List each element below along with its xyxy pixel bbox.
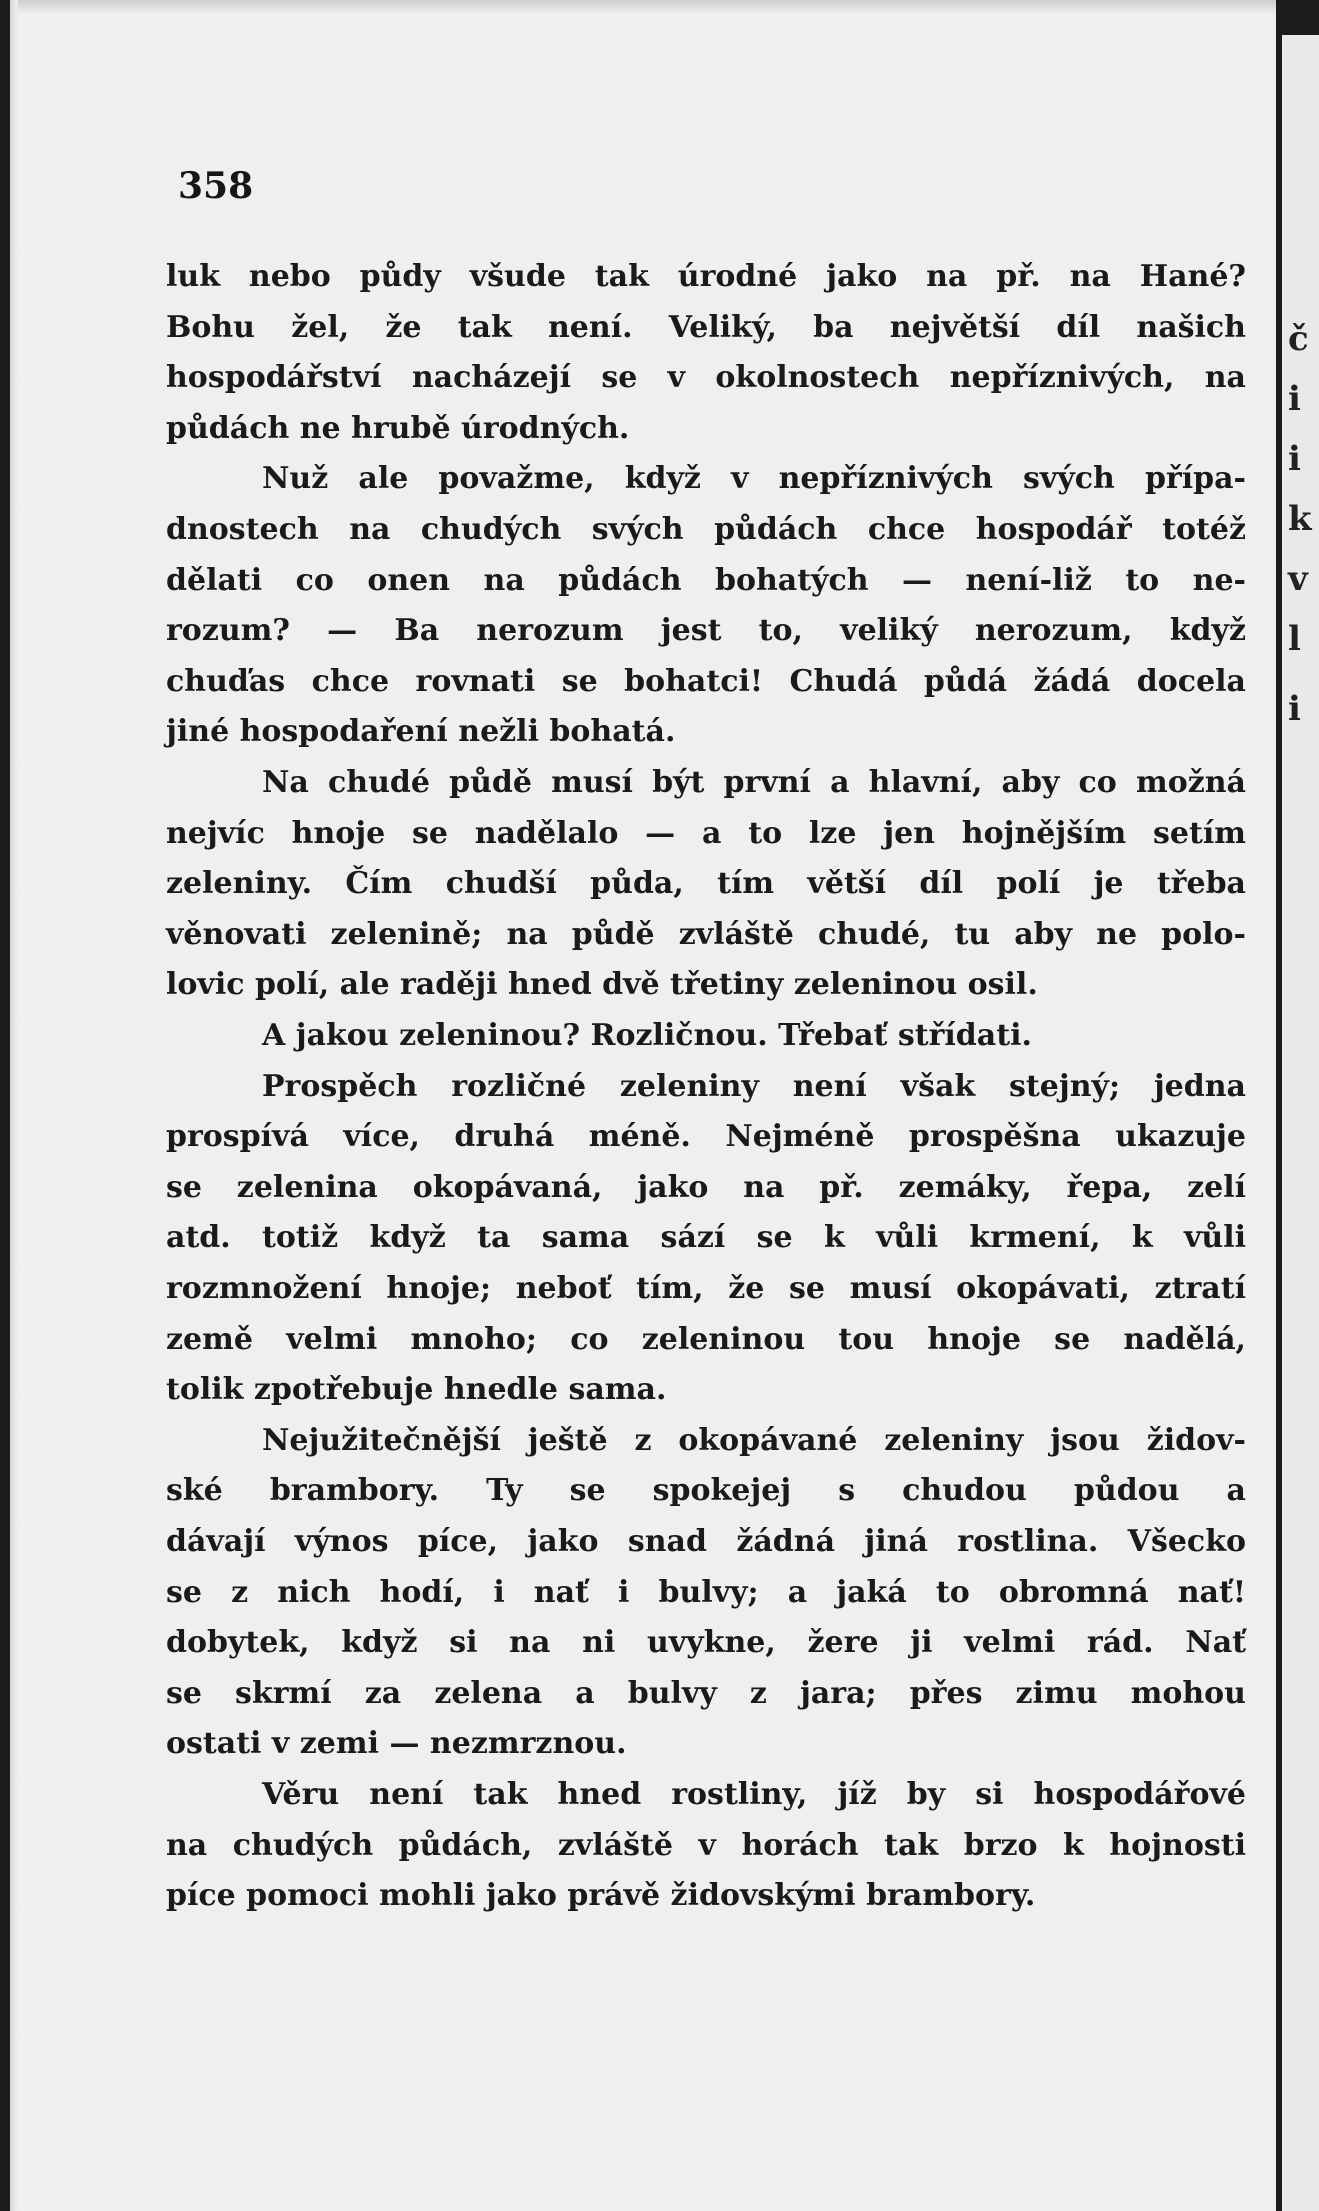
text-line: se skrmí za zelena a bulvy z jara; přes zimu mohou: [166, 1676, 1246, 1711]
text-line: ské brambory. Ty se spokejej s chudou půdou a: [166, 1473, 1246, 1508]
text-line: A jakou zeleninou? Rozličnou. Třebať střídati.: [262, 1018, 1032, 1053]
margin-character: l: [1288, 619, 1301, 659]
page-left-edge: [10, 0, 18, 2211]
page-number: 358: [178, 165, 254, 207]
text-line: prospívá více, druhá méně. Nejméně prospěšna ukazuje: [166, 1119, 1246, 1154]
text-line: jiné hospodaření nežli bohatá.: [166, 714, 676, 749]
text-line: se z nich hodí, i nať i bulvy; a jaká to obromná nať!: [166, 1575, 1246, 1610]
margin-character: i: [1288, 689, 1301, 729]
text-line: zeleniny. Čím chudší půda, tím větší díl polí je třeba: [166, 866, 1246, 901]
facing-page-edge: [1282, 35, 1319, 2211]
text-line: chuďas chce rovnati se bohatci! Chudá půdá žádá docela: [166, 664, 1246, 699]
text-line: Na chudé půdě musí být první a hlavní, aby co možná: [262, 765, 1246, 800]
margin-character: v: [1288, 559, 1308, 599]
text-line: atd. totiž když ta sama sází se k vůli krmení, k vůli: [166, 1220, 1246, 1255]
text-line: se zelenina okopávaná, jako na př. zemáky, řepa, zelí: [166, 1170, 1246, 1205]
text-line: půdách ne hrubě úrodných.: [166, 411, 630, 446]
margin-character: i: [1288, 379, 1301, 419]
text-line: nejvíc hnoje se nadělalo — a to lze jen hojnějším setím: [166, 816, 1246, 851]
margin-character: č: [1288, 319, 1309, 359]
text-line: na chudých půdách, zvláště v horách tak brzo k hojnosti: [166, 1828, 1246, 1863]
text-line: luk nebo půdy všude tak úrodné jako na př. na Hané?: [166, 259, 1246, 294]
text-line: Věru není tak hned rostliny, jíž by si hospodářové: [262, 1777, 1246, 1812]
text-line: hospodářství nacházejí se v okolnostech nepříznivých, na: [166, 360, 1246, 395]
text-line: Nejužitečnější ještě z okopávané zeleniny jsou židov-: [262, 1423, 1246, 1458]
text-line: píce pomoci mohli jako právě židovskými brambory.: [166, 1878, 1036, 1913]
margin-character: k: [1288, 499, 1312, 539]
text-line: lovic polí, ale raději hned dvě třetiny zeleninou osil.: [166, 967, 1038, 1002]
text-line: věnovati zelenině; na půdě zvláště chudé, tu aby ne polo-: [166, 917, 1246, 952]
text-line: ostati v zemi — nezmrznou.: [166, 1726, 627, 1761]
text-line: Nuž ale považme, když v nepříznivých svých přípa-: [262, 461, 1246, 496]
text-line: dobytek, když si na ni uvykne, žere ji velmi rád. Nať: [166, 1625, 1246, 1660]
text-line: dávají výnos píce, jako snad žádná jiná rostlina. Všecko: [166, 1524, 1246, 1559]
text-line: dělati co onen na půdách bohatých — není-liž to ne-: [166, 563, 1246, 598]
text-line: Prospěch rozličné zeleniny není však stejný; jedna: [262, 1069, 1246, 1104]
page-top-edge: [10, 0, 1276, 14]
book-page: [10, 0, 1276, 2211]
text-line: rozum? — Ba nerozum jest to, veliký nerozum, když: [166, 613, 1246, 648]
text-line: tolik zpotřebuje hnedle sama.: [166, 1372, 667, 1407]
text-line: rozmnožení hnoje; neboť tím, že se musí okopávati, ztratí: [166, 1271, 1246, 1306]
text-line: země velmi mnoho; co zeleninou tou hnoje se nadělá,: [166, 1322, 1246, 1357]
text-line: dnostech na chudých svých půdách chce hospodář totéž: [166, 512, 1246, 547]
margin-character: i: [1288, 439, 1301, 479]
text-line: Bohu žel, že tak není. Veliký, ba největší díl našich: [166, 310, 1246, 345]
